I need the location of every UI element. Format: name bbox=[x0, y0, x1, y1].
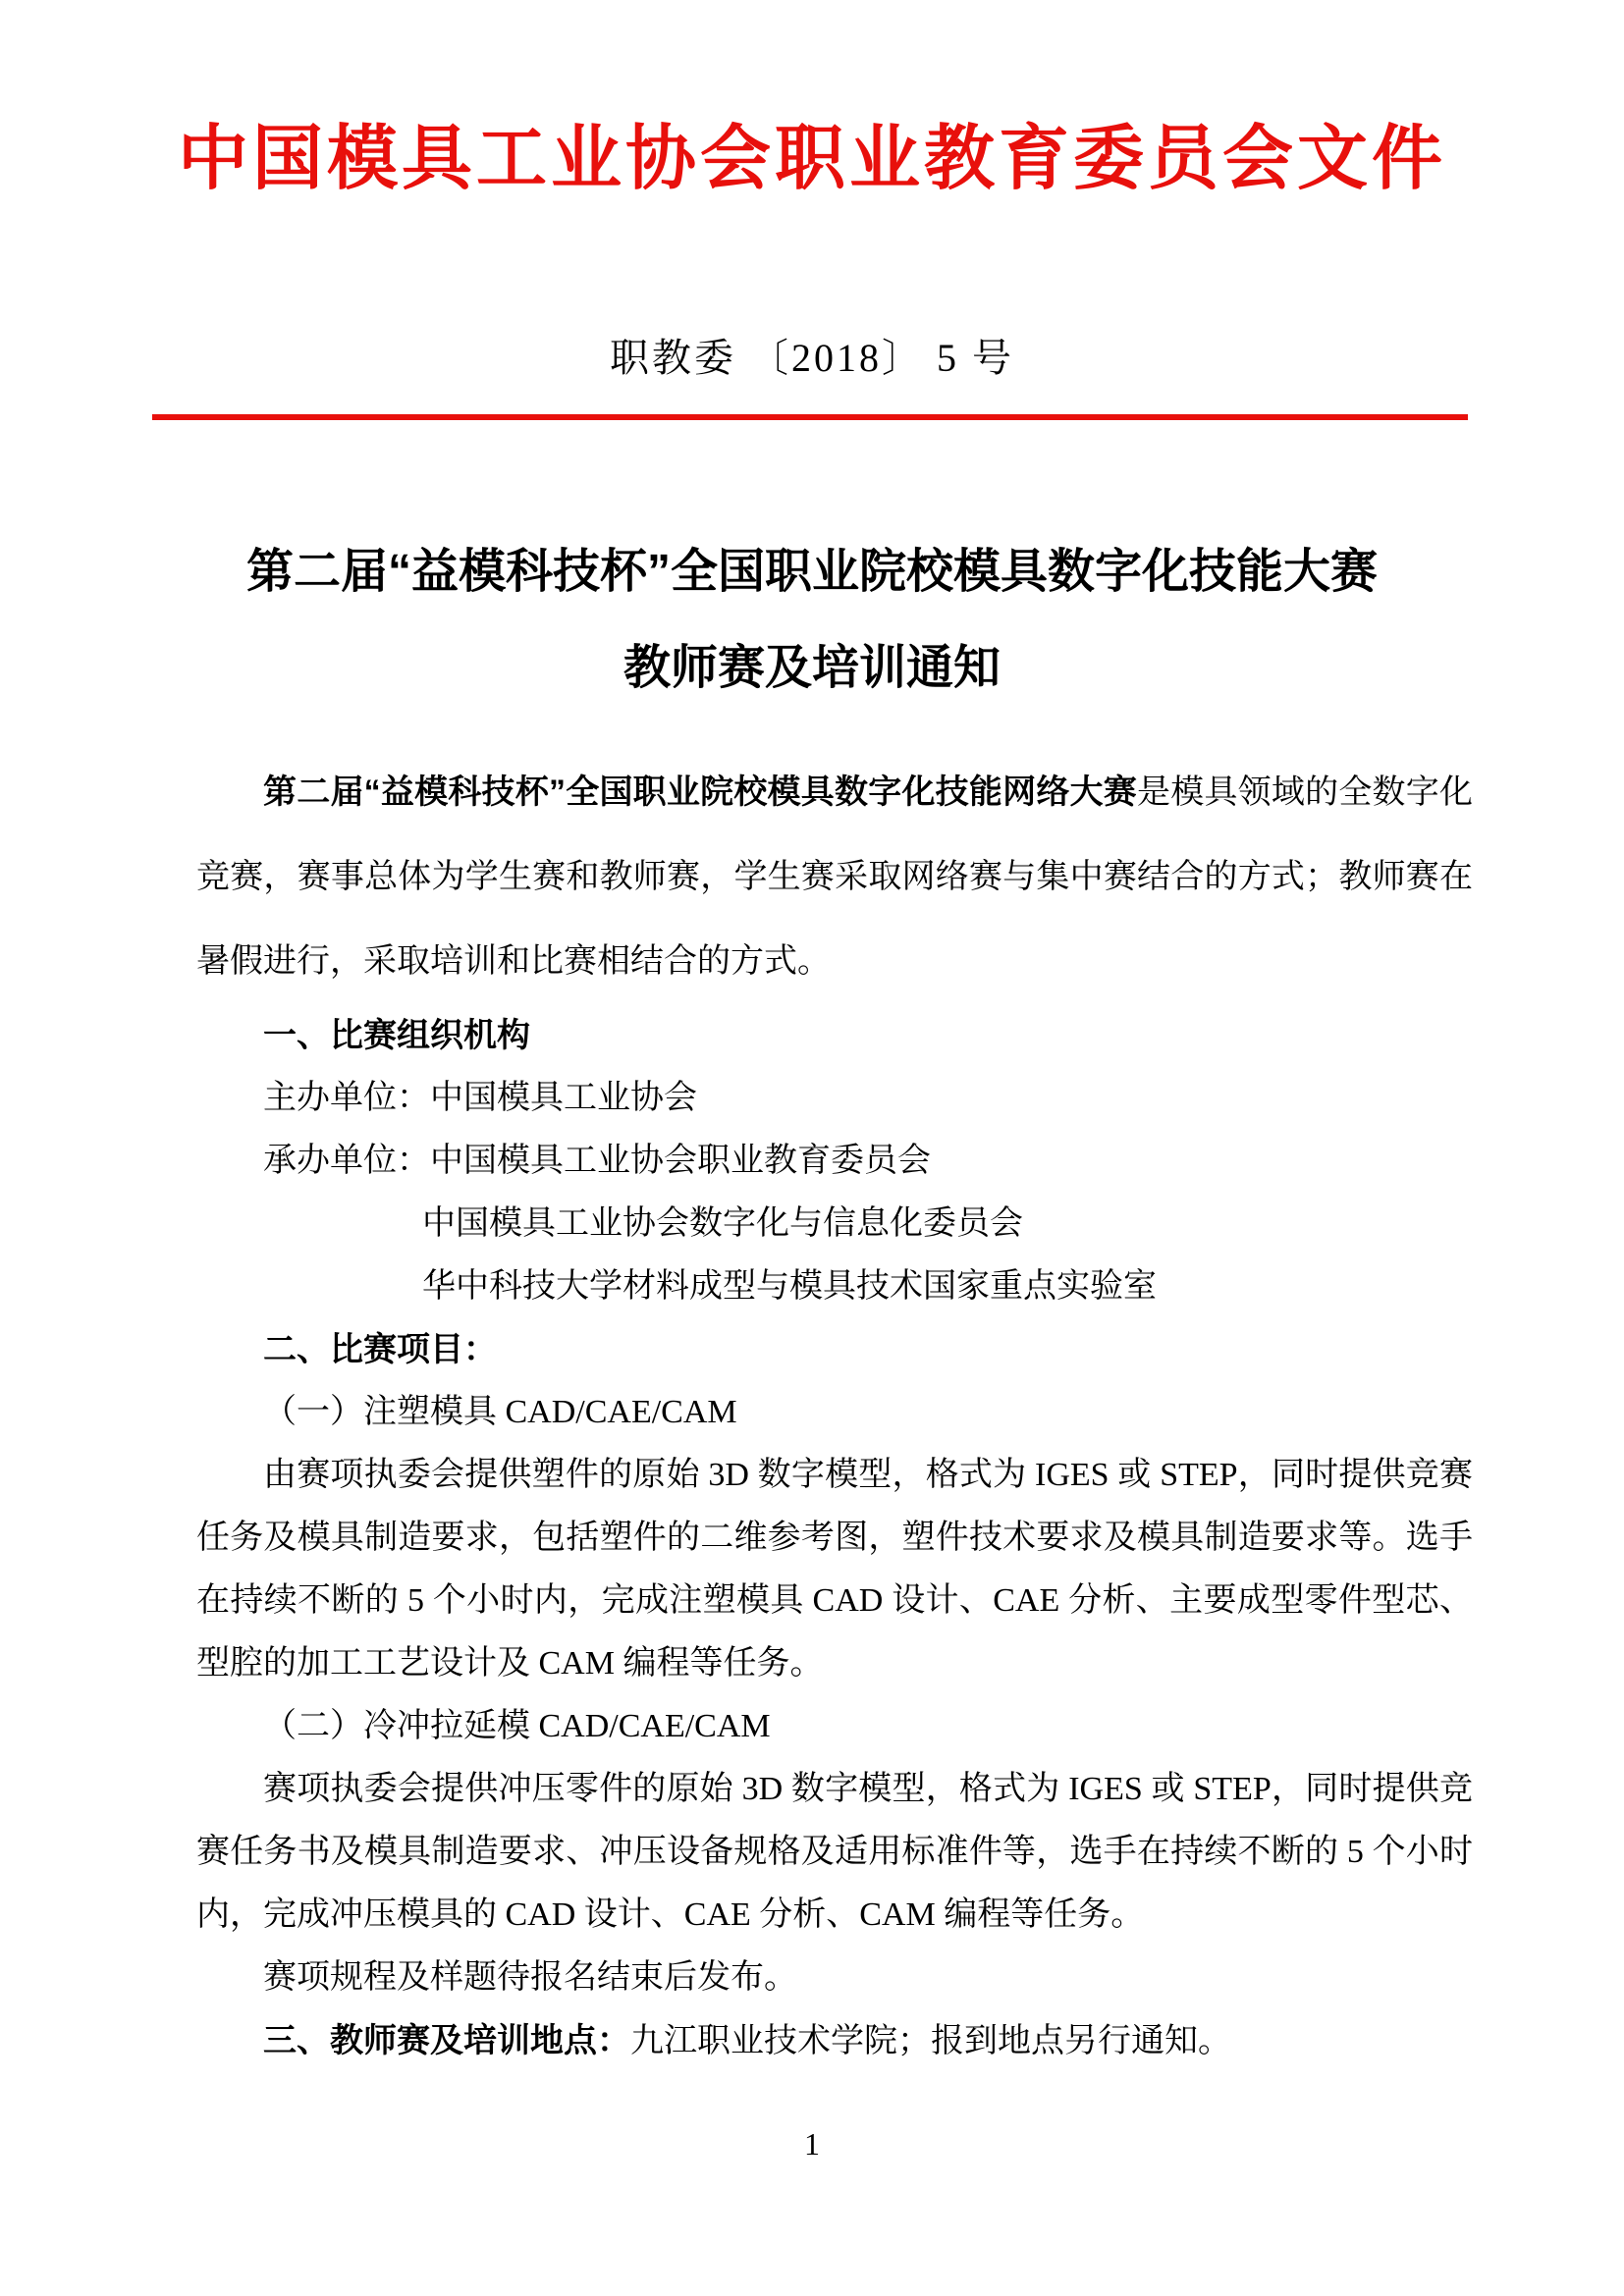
section3-line bbox=[196, 2009, 1473, 2073]
section1-heading: 一、比赛组织机构 bbox=[263, 1017, 530, 1054]
section1-organizer-line: 承办单位：中国模具工业协会职业教育委员会 bbox=[263, 1143, 931, 1179]
section1-host-line: 主办单位：中国模具工业协会 bbox=[263, 1080, 697, 1116]
intro-paragraph bbox=[196, 750, 1473, 1004]
intro-bold-lead: 第二届“益模科技杯”全国职业院校模具数字化技能网络大赛 bbox=[263, 774, 1137, 811]
issuer-title: 中国模具工业协会职业教育委员会文件 bbox=[177, 120, 1446, 198]
document-title bbox=[0, 524, 1624, 717]
page-number: 1 bbox=[804, 2126, 820, 2162]
section3-heading: 三、教师赛及培训地点： bbox=[263, 2022, 630, 2059]
document-title-line1: 第二届“益模科技杯”全国职业院校模具数字化技能大赛 bbox=[245, 546, 1378, 598]
intro-rest-text: 是模具领域的全数字化竞赛，赛事总体为学生赛和教师赛，学生赛采取网络赛与集中赛结合的方式；教师赛在暑假进行，采取培训和比赛相结合的方式。 bbox=[196, 774, 1473, 980]
section2-item2-title: （二）冷冲拉延模 CAD/CAE/CAM bbox=[263, 1708, 771, 1744]
document-body bbox=[196, 750, 1473, 2073]
document-title-line2: 教师赛及培训通知 bbox=[623, 642, 1001, 694]
section2-note: 赛项规程及样题待报名结束后发布。 bbox=[263, 1959, 797, 1996]
section1-organizer-cont1: 中国模具工业协会数字化与信息化委员会 bbox=[422, 1205, 1023, 1242]
section3-body: 九江职业技术学院；报到地点另行通知。 bbox=[630, 2023, 1231, 2059]
section2-item2-body: 赛项执委会提供冲压零件的原始 3D 数字模型，格式为 IGES 或 STEP，同时提供竞赛任务书及模具制造要求、冲压设备规格及适用标准件等，选手在持续不断的 5 个小时内，完成冲压模具的 CAD 设计、CAE 分析、CAM 编程等任务。 bbox=[196, 1771, 1473, 1933]
document-number: 职教委 〔2018〕 5 号 bbox=[610, 336, 1014, 380]
section1-organizer-cont2: 华中科技大学材料成型与模具技术国家重点实验室 bbox=[422, 1268, 1157, 1305]
section2-item1-title: （一）注塑模具 CAD/CAE/CAM bbox=[263, 1394, 737, 1430]
section2-heading: 二、比赛项目： bbox=[263, 1331, 497, 1368]
section2-item1-body: 由赛项执委会提供塑件的原始 3D 数字模型，格式为 IGES 或 STEP，同时提供竞赛任务及模具制造要求，包括塑件的二维参考图，塑件技术要求及模具制造要求等。选手在持续不断的 5 个小时内，完成注塑模具 CAD 设计、CAE 分析、主要成型零件型芯、型腔的加工工艺设计及 CAM 编程等任务。 bbox=[196, 1457, 1473, 1682]
red-divider-line bbox=[152, 414, 1468, 420]
